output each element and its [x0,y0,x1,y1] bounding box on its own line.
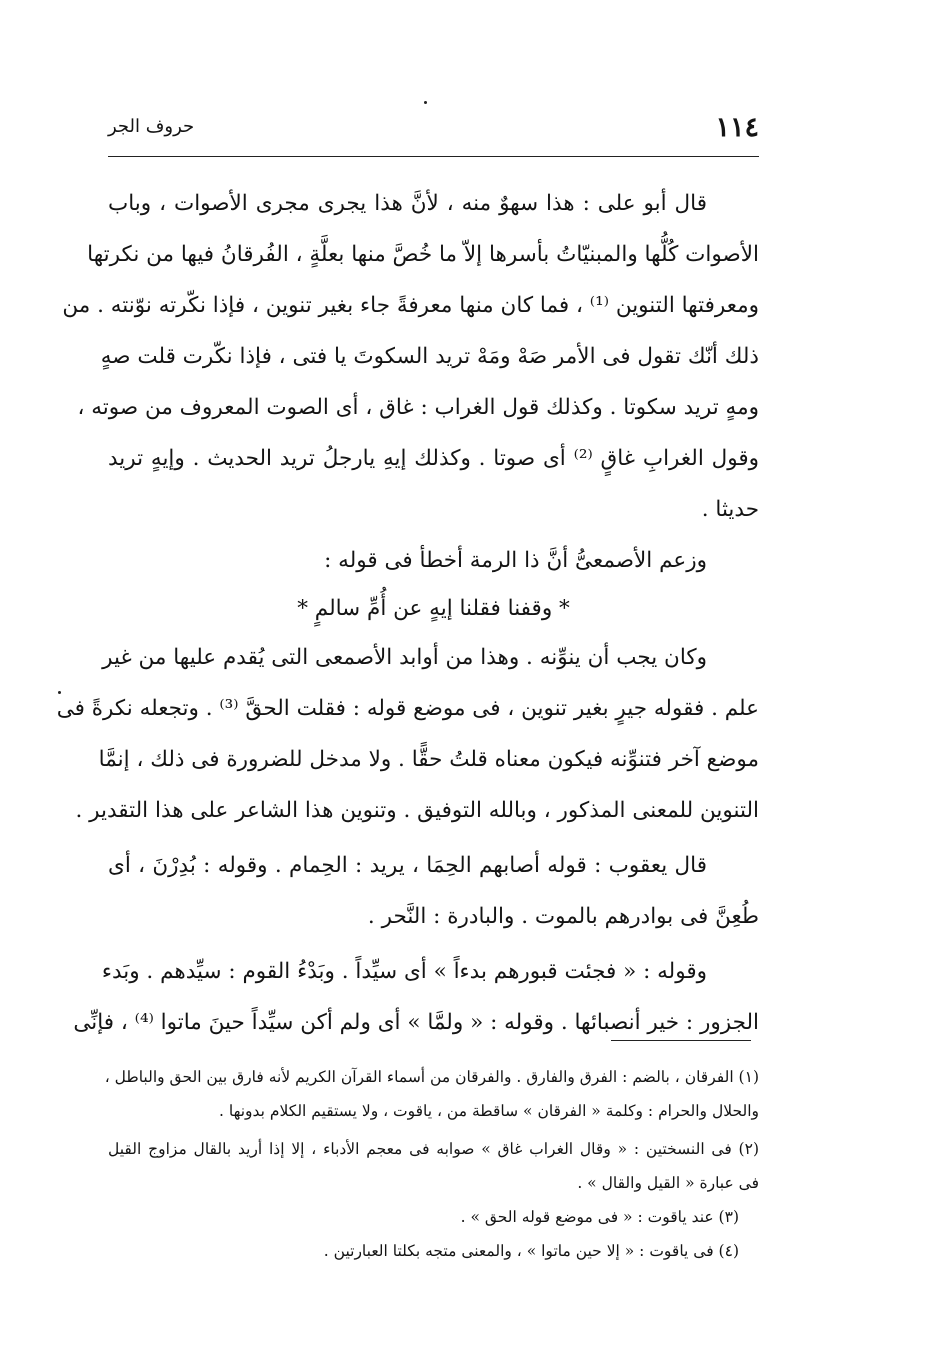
footnote-line: والحلال والحرام : وكلمة « الفرقان » ساقطة من ، ياقوت ، ولا يستقيم الكلام بدونها . [219,1102,759,1120]
header-rule [108,156,759,157]
text-line: ومهٍ تريد سكوتا . وكذلك قول الغراب : غاق ، أى الصوت المعروف من صوته ، [77,395,759,420]
footnote-line: (٣) عند ياقوت : « فى موضع قوله الحق » . [460,1208,739,1226]
text-line: وكان يجب أن ينوِّنه . وهذا من أوابد الأصمعى التى يُقدم عليها من غير [102,645,707,670]
verse-line: * وقفنا فقلنا إيهٍ عن أُمِّ سالمٍ * [297,596,570,621]
page-number: ١١٤ [715,112,759,143]
text-line: وقوله : « فجئت قبورهم بدءاً » أى سيِّداً . وبَدْءُ القوم : سيِّدهم . وبَدء [101,959,707,984]
footnote-line: فى عبارة « القيل والقال » . [577,1174,759,1192]
text-line: ذلك أنّك تقول فى الأمر صَهْ ومَهْ تريد السكوتَ يا فتى ، فإذا نكّرت قلت صهٍ [100,344,759,369]
text-line: الأصوات كُلُّها والمبنيّاتُ بأسرها إلاّ ما خُصَّ منها بعلَّةٍ ، الفُرقانُ فيها من نكرتها [87,242,759,267]
main-text [56,178,759,1048]
footnote-rule [611,1040,751,1041]
text-line: التنوين للمعنى المذكور ، وبالله التوفيق . وتنوين هذا الشاعر على هذا التقدير . [75,798,759,823]
text-line: حديثا . [701,497,759,522]
text-line: موضع آخر فتنوِّنه فيكون معناه قلتُ حقًّا . ولا مدخل للضرورة فى ذلك ، إنمَّا [98,747,759,772]
text-line: قال أبو على : هذا سهوٌ منه ، لأنَّ هذا يجرى مجرى الأصوات ، وباب [108,191,707,216]
footnotes [104,1060,759,1268]
running-title: حروف الجر [108,116,195,137]
page-header [108,112,759,152]
text-line: ومعرفتها التنوين ⁽¹⁾ ، فما كان منها معرفةً جاء بغير تنوين ، فإذا نكّرته نوّنته . من [62,293,759,318]
text-line: طُعِنَّ فى بوادرهم بالموت . والبادرة : النَّحر . [367,904,759,929]
footnote-line: (٤) فى ياقوت : « إلا حين ماتوا » ، والمعنى متجه بكلتا العبارتين . [323,1242,739,1260]
text-line: وقول الغرابِ غاقٍ ⁽²⁾ أى صوتا . وكذلك إيهِ يارجلُ تريد الحديث . وإيهٍ تريد [108,446,759,471]
text-line: الجزور : خير أنصبائها . وقوله : « ولمَّا » أى ولم أكن سيِّداً حينَ ماتوا ⁽⁴⁾ ، فإنِّى [73,1010,759,1035]
footnote-line: (١) الفرقان ، بالضم : الفرق والفارق . والفرقان من أسماء القرآن الكريم لأنه فارق بين الحق والباطل ، [104,1068,759,1086]
text-line: قال يعقوب : قوله أصابهم الحِمَا ، يريد : الحِمام . وقوله : بُدِرْنَ ، أى [108,853,707,878]
scan-speck [424,101,427,104]
footnote-line: (٢) فى النسختين : « وقال الغراب غاق » صوابه فى معجم الأدباء ، إلا إذا أريد بالقال مزاوج القيل [108,1140,759,1158]
text-line: وزعم الأصمعىُّ أنَّ ذا الرمة أخطأ فى قوله : [324,548,707,573]
text-line: علم . فقوله جيرٍ بغير تنوين ، فى موضع قوله : فقلت الحقَّ ⁽³⁾ . وتجعله نكرةً فى [56,696,759,721]
